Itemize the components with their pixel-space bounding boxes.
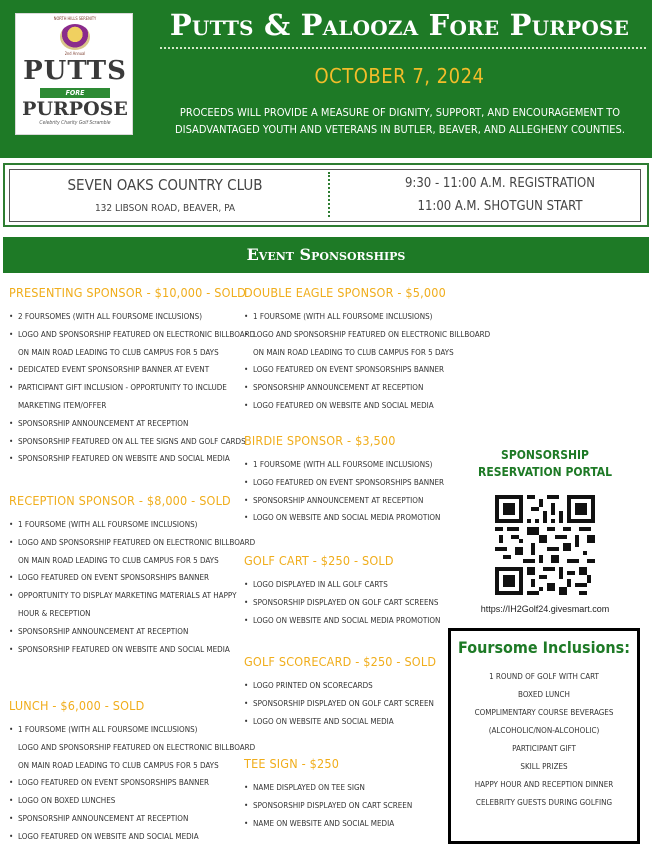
benefit-list — [9, 721, 255, 846]
presenting-sponsor-block — [9, 285, 255, 468]
benefit-list — [244, 576, 440, 629]
benefit-item: • SPONSORSHIP ANNOUNCEMENT AT RECEPTION — [9, 623, 255, 641]
benefit-item: HOUR & RECEPTION — [18, 608, 91, 618]
benefit-item: ON MAIN ROAD LEADING TO CLUB CAMPUS FOR 5 DAYS — [18, 555, 219, 565]
birdie-sponsor-block — [244, 433, 444, 527]
benefit-item: • LOGO ON WEBSITE AND SOCIAL MEDIA PROMOTION — [244, 509, 444, 527]
benefit-item: • LOGO ON WEBSITE AND SOCIAL MEDIA — [244, 713, 436, 731]
section-title: Event Sponsorships — [3, 237, 649, 273]
benefit-list — [244, 779, 412, 832]
benefit-item: • SPONSORSHIP DISPLAYED ON GOLF CART SCREENS — [244, 594, 440, 612]
benefit-item: ON MAIN ROAD LEADING TO CLUB CAMPUS FOR 5 DAYS — [18, 347, 219, 357]
golf-cart-sponsor-block — [244, 553, 440, 629]
benefit-item: • 1 FOURSOME (WITH ALL FOURSOME INCLUSIONS) — [244, 456, 444, 474]
benefit-list — [244, 308, 490, 415]
benefit-item: • DEDICATED EVENT SPONSORSHIP BANNER AT EVENT — [9, 361, 255, 379]
inclusion-item: BOXED LUNCH — [518, 690, 570, 699]
portal-title — [450, 447, 640, 481]
logo-fore: FORE — [40, 88, 110, 98]
logo-putts: PUTTS — [23, 56, 127, 86]
crest-icon — [60, 24, 90, 50]
portal-title-line2: RESERVATION PORTAL — [478, 465, 612, 479]
benefit-item: • LOGO FEATURED ON EVENT SPONSORSHIPS BANNER — [9, 569, 255, 587]
sponsor-title: LUNCH - $6,000 - SOLD — [9, 698, 145, 713]
event-date: OCTOBER 7, 2024 — [314, 64, 485, 88]
logo-tagline: Celebrity Charity Golf Scramble — [39, 120, 111, 126]
benefit-list — [9, 308, 255, 468]
portal-url-link[interactable]: https://IH2Golf24.givesmart.com — [480, 604, 610, 614]
benefit-item: • 1 FOURSOME (WITH ALL FOURSOME INCLUSIONS) — [244, 308, 490, 326]
benefit-item: • LOGO FEATURED ON EVENT SPONSORSHIPS BANNER — [244, 474, 444, 492]
inclusion-item: CELEBRITY GUESTS DURING GOLFING — [475, 798, 613, 807]
reception-sponsor-block — [9, 493, 255, 658]
benefit-list — [244, 456, 444, 527]
benefit-item: • 1 FOURSOME (WITH ALL FOURSOME INCLUSIONS) — [9, 721, 255, 739]
proceeds-statement: PROCEEDS WILL PROVIDE A MEASURE OF DIGNITY, SUPPORT, AND ENCOURAGEMENT TO DISADVANTAGED YOUTH AND VETERANS IN BUTLER, BEAVER, AND ALLEGHENY COUNTIES. — [175, 106, 625, 136]
scorecard-sponsor-block — [244, 654, 436, 730]
benefit-item: LOGO AND SPONSORSHIP FEATURED ON ELECTRONIC BILLBOARD — [18, 742, 256, 752]
benefit-item: • SPONSORSHIP ANNOUNCEMENT AT RECEPTION — [244, 492, 444, 510]
benefit-item: • LOGO AND SPONSORSHIP FEATURED ON ELECTRONIC BILLBOARD — [9, 534, 255, 552]
benefit-item: • LOGO DISPLAYED IN ALL GOLF CARTS — [244, 576, 440, 594]
portal-title-line1: SPONSORSHIP — [501, 448, 589, 462]
benefit-item: ON MAIN ROAD LEADING TO CLUB CAMPUS FOR 5 DAYS — [18, 760, 219, 770]
benefit-item: • LOGO FEATURED ON EVENT SPONSORSHIPS BANNER — [9, 774, 255, 792]
benefit-item: • SPONSORSHIP FEATURED ON WEBSITE AND SOCIAL MEDIA — [9, 450, 255, 468]
benefit-item: • LOGO AND SPONSORSHIP FEATURED ON ELECTRONIC BILLBOARD — [244, 326, 490, 344]
venue-name: SEVEN OAKS COUNTRY CLUB — [67, 176, 263, 194]
benefit-item: • 2 FOURSOMES (WITH ALL FOURSOME INCLUSIONS) — [9, 308, 255, 326]
logo-edition: 2nd Annual — [64, 51, 86, 56]
inclusion-item: COMPLIMENTARY COURSE BEVERAGES — [474, 708, 614, 717]
benefit-item: • SPONSORSHIP FEATURED ON ALL TEE SIGNS AND GOLF CARDS — [9, 433, 255, 451]
sponsor-title: TEE SIGN - $250 — [244, 756, 340, 771]
benefit-item: • NAME DISPLAYED ON TEE SIGN — [244, 779, 412, 797]
benefit-item: ON MAIN ROAD LEADING TO CLUB CAMPUS FOR 5 DAYS — [253, 347, 454, 357]
inclusion-item: 1 ROUND OF GOLF WITH CART — [489, 672, 599, 681]
benefit-item: • LOGO PRINTED ON SCORECARDS — [244, 677, 436, 695]
tee-sign-sponsor-block — [244, 756, 412, 832]
venue-address: 132 LIBSON ROAD, BEAVER, PA — [94, 203, 236, 214]
page-title: Putts & Palooza Fore Purpose — [169, 8, 630, 42]
benefit-item: • SPONSORSHIP DISPLAYED ON CART SCREEN — [244, 797, 412, 815]
benefit-list — [9, 516, 255, 658]
sponsor-title: DOUBLE EAGLE SPONSOR - $5,000 — [244, 285, 446, 300]
sponsor-title: PRESENTING SPONSOR - $10,000 - SOLD — [9, 285, 247, 300]
inclusion-item: (ALCOHOLIC/NON-ALCOHOLIC) — [488, 726, 600, 735]
double-eagle-sponsor-block — [244, 285, 490, 415]
inclusion-item: SKILL PRIZES — [520, 762, 568, 771]
sponsor-title: GOLF CART - $250 - SOLD — [244, 553, 394, 568]
benefit-item: • LOGO ON BOXED LUNCHES — [9, 792, 255, 810]
logo-purpose: PURPOSE — [22, 98, 128, 120]
benefit-item: • LOGO FEATURED ON WEBSITE AND SOCIAL MEDIA — [9, 828, 255, 846]
benefit-item: • SPONSORSHIP ANNOUNCEMENT AT RECEPTION — [9, 415, 255, 433]
venue-divider — [328, 172, 330, 217]
registration-time: 9:30 - 11:00 A.M. REGISTRATION — [404, 176, 596, 191]
benefit-item: • LOGO FEATURED ON WEBSITE AND SOCIAL MEDIA — [244, 397, 490, 415]
benefit-item: • SPONSORSHIP ANNOUNCEMENT AT RECEPTION — [9, 810, 255, 828]
inclusions-title: Foursome Inclusions: — [458, 638, 630, 657]
benefit-list — [244, 677, 436, 730]
event-logo — [15, 13, 133, 135]
benefit-item: • LOGO ON WEBSITE AND SOCIAL MEDIA PROMOTION — [244, 612, 440, 630]
benefit-item: • OPPORTUNITY TO DISPLAY MARKETING MATERIALS AT HAPPY — [9, 587, 255, 605]
inclusion-item: PARTICIPANT GIFT — [512, 744, 576, 753]
benefit-item: • PARTICIPANT GIFT INCLUSION - OPPORTUNITY TO INCLUDE — [9, 379, 255, 397]
benefit-item: • SPONSORSHIP ANNOUNCEMENT AT RECEPTION — [244, 379, 490, 397]
sponsor-title: GOLF SCORECARD - $250 - SOLD — [244, 654, 437, 669]
benefit-item: • SPONSORSHIP FEATURED ON WEBSITE AND SOCIAL MEDIA — [9, 641, 255, 659]
qr-code-icon[interactable] — [495, 495, 595, 595]
benefit-item: MARKETING ITEM/OFFER — [18, 400, 107, 410]
sponsor-title: RECEPTION SPONSOR - $8,000 - SOLD — [9, 493, 231, 508]
benefit-item: • NAME ON WEBSITE AND SOCIAL MEDIA — [244, 815, 412, 833]
benefit-item: • SPONSORSHIP DISPLAYED ON GOLF CART SCREEN — [244, 695, 436, 713]
inclusions-list — [448, 668, 640, 812]
title-divider — [160, 47, 646, 49]
benefit-item: • LOGO FEATURED ON EVENT SPONSORSHIPS BANNER — [244, 361, 490, 379]
sponsor-title: BIRDIE SPONSOR - $3,500 — [244, 433, 396, 448]
benefit-item: • LOGO AND SPONSORSHIP FEATURED ON ELECTRONIC BILLBOARD — [9, 326, 255, 344]
inclusion-item: HAPPY HOUR AND RECEPTION DINNER — [474, 780, 614, 789]
shotgun-start-time: 11:00 A.M. SHOTGUN START — [417, 199, 583, 214]
logo-org-name: NORTH HILLS SERENITY — [53, 16, 97, 21]
benefit-item: • 1 FOURSOME (WITH ALL FOURSOME INCLUSIONS) — [9, 516, 255, 534]
lunch-sponsor-block — [9, 698, 255, 846]
